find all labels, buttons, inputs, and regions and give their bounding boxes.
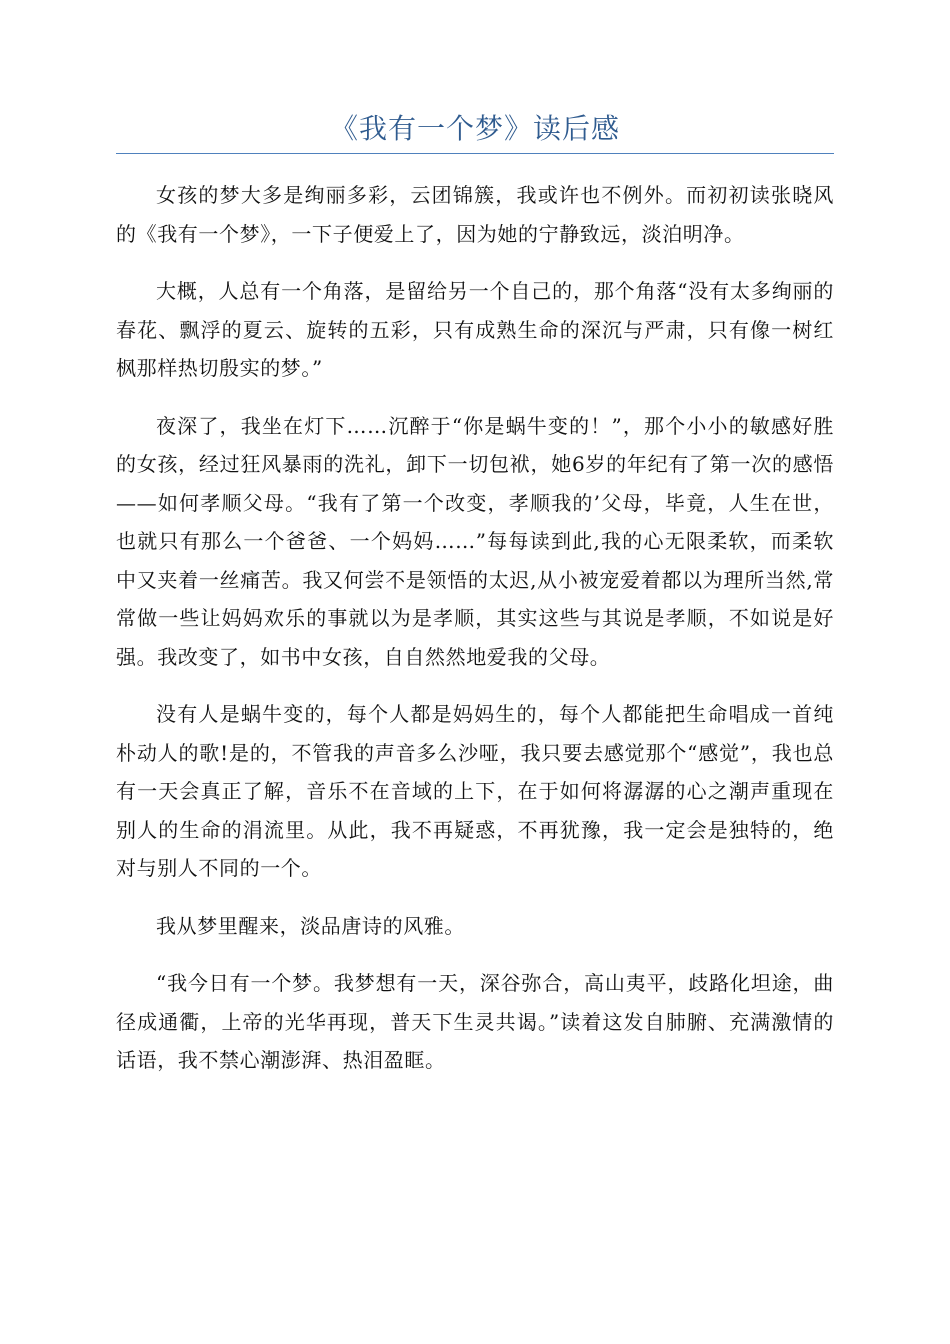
document-body [116,176,834,1099]
title-underline [116,153,834,154]
document-title: 《我有一个梦》读后感 [329,112,620,145]
paragraph-5: 我从梦里醒来，淡品唐诗的风雅。 [156,913,465,938]
paragraph-3: 夜深了，我坐在灯下……沉醉于“你是蜗牛变的！”，那个小小的敏感好胜的女孩，经过狂风暴雨的洗礼，卸下一切包袱，她6岁的年纪有了第一次的感悟——如何孝顺父母。“我有了第一个改变，孝顺我的’父母，毕竟，人生在世，也就只有那么一个爸爸、一个妈妈……”每每读到此,我的心无限柔软，而柔软中又夹着一丝痛苦。我又何尝不是领悟的太迟,从小被宠爱着都以为理所当然,常常做一些让妈妈欢乐的事就以为是孝顺，其实这些与其说是孝顺，不如说是好强。我改变了，如书中女孩，自自然然地爱我的父母。 [116,413,834,669]
paragraph-4: 没有人是蜗牛变的，每个人都是妈妈生的，每个人都能把生命唱成一首纯朴动人的歌!是的，不管我的声音多么沙哑，我只要去感觉那个“感觉”，我也总有一天会真正了解，音乐不在音域的上下，在于如何将潺潺的心之潮声重现在别人的生命的涓流里。从此，我不再疑惑，不再犹豫，我一定会是独特的，绝对与别人不同的一个。 [116,702,834,880]
paragraph-2: 大概，人总有一个角落，是留给另一个自己的，那个角落“没有太多绚丽的春花、飘浮的夏云、旋转的五彩，只有成熟生命的深沉与严肃，只有像一树红枫那样热切殷实的梦。” [116,279,834,380]
paragraph-6: “我今日有一个梦。我梦想有一天，深谷弥合，高山夷平，歧路化坦途，曲径成通衢，上帝的光华再现，普天下生灵共谒。”读着这发自肺腑、充满激情的话语，我不禁心潮澎湃、热泪盈眶。 [116,971,834,1072]
paragraph-1: 女孩的梦大多是绚丽多彩，云团锦簇，我或许也不例外。而初初读张晓风的《我有一个梦》，一下子便爱上了，因为她的宁静致远，淡泊明净。 [116,183,834,246]
